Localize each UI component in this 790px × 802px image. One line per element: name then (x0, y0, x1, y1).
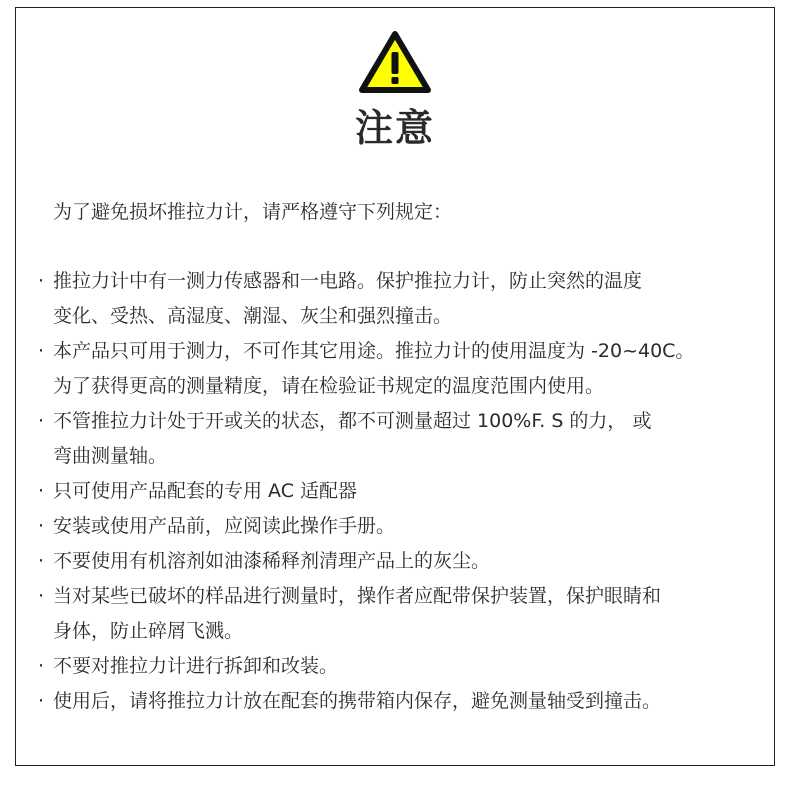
bullet-dot: · (38, 690, 45, 712)
warning-triangle-icon (358, 30, 432, 94)
rule-text: 当对某些已破坏的样品进行测量时，操作者应配带保护装置，保护眼睛和 (53, 585, 662, 607)
bullet-dot: · (38, 480, 45, 502)
rule-text: 本产品只可用于测力，不可作其它用途。推拉力计的使用温度为 -20~40C。 (53, 340, 695, 362)
notice-title: 注意 (354, 106, 435, 150)
rule-text: 使用后，请将推拉力计放在配套的携带箱内保存，避免测量轴受到撞击。 (53, 690, 662, 712)
rule-text: 安装或使用产品前，应阅读此操作手册。 (53, 515, 396, 537)
rule-text: 不要使用有机溶剂如油漆稀释剂清理产品上的灰尘。 (53, 550, 491, 572)
rule-text-continued: 变化、受热、高湿度、潮湿、灰尘和强烈撞击。 (53, 305, 453, 327)
bullet-dot: · (38, 270, 45, 292)
rule-text: 不要对推拉力计进行拆卸和改装。 (53, 655, 339, 677)
bullet-dot: · (38, 585, 45, 607)
rule-text-continued: 身体，防止碎屑飞溅。 (53, 620, 244, 642)
notice-intro: 为了避免损坏推拉力计，请严格遵守下列规定： (53, 201, 453, 223)
bullet-dot: · (38, 655, 45, 677)
rule-text: 不管推拉力计处于开或关的状态，都不可测量超过 100%F. S 的力， 或 (53, 410, 652, 432)
rule-text: 推拉力计中有一测力传感器和一电路。保护推拉力计，防止突然的温度 (53, 270, 643, 292)
bullet-dot: · (38, 410, 45, 432)
bullet-dot: · (38, 515, 45, 537)
rule-text: 只可使用产品配套的专用 AC 适配器 (53, 480, 358, 502)
bullet-dot: · (38, 550, 45, 572)
rule-text-continued: 弯曲测量轴。 (53, 445, 168, 467)
bullet-dot: · (38, 340, 45, 362)
rule-text-continued: 为了获得更高的测量精度，请在检验证书规定的温度范围内使用。 (53, 375, 605, 397)
